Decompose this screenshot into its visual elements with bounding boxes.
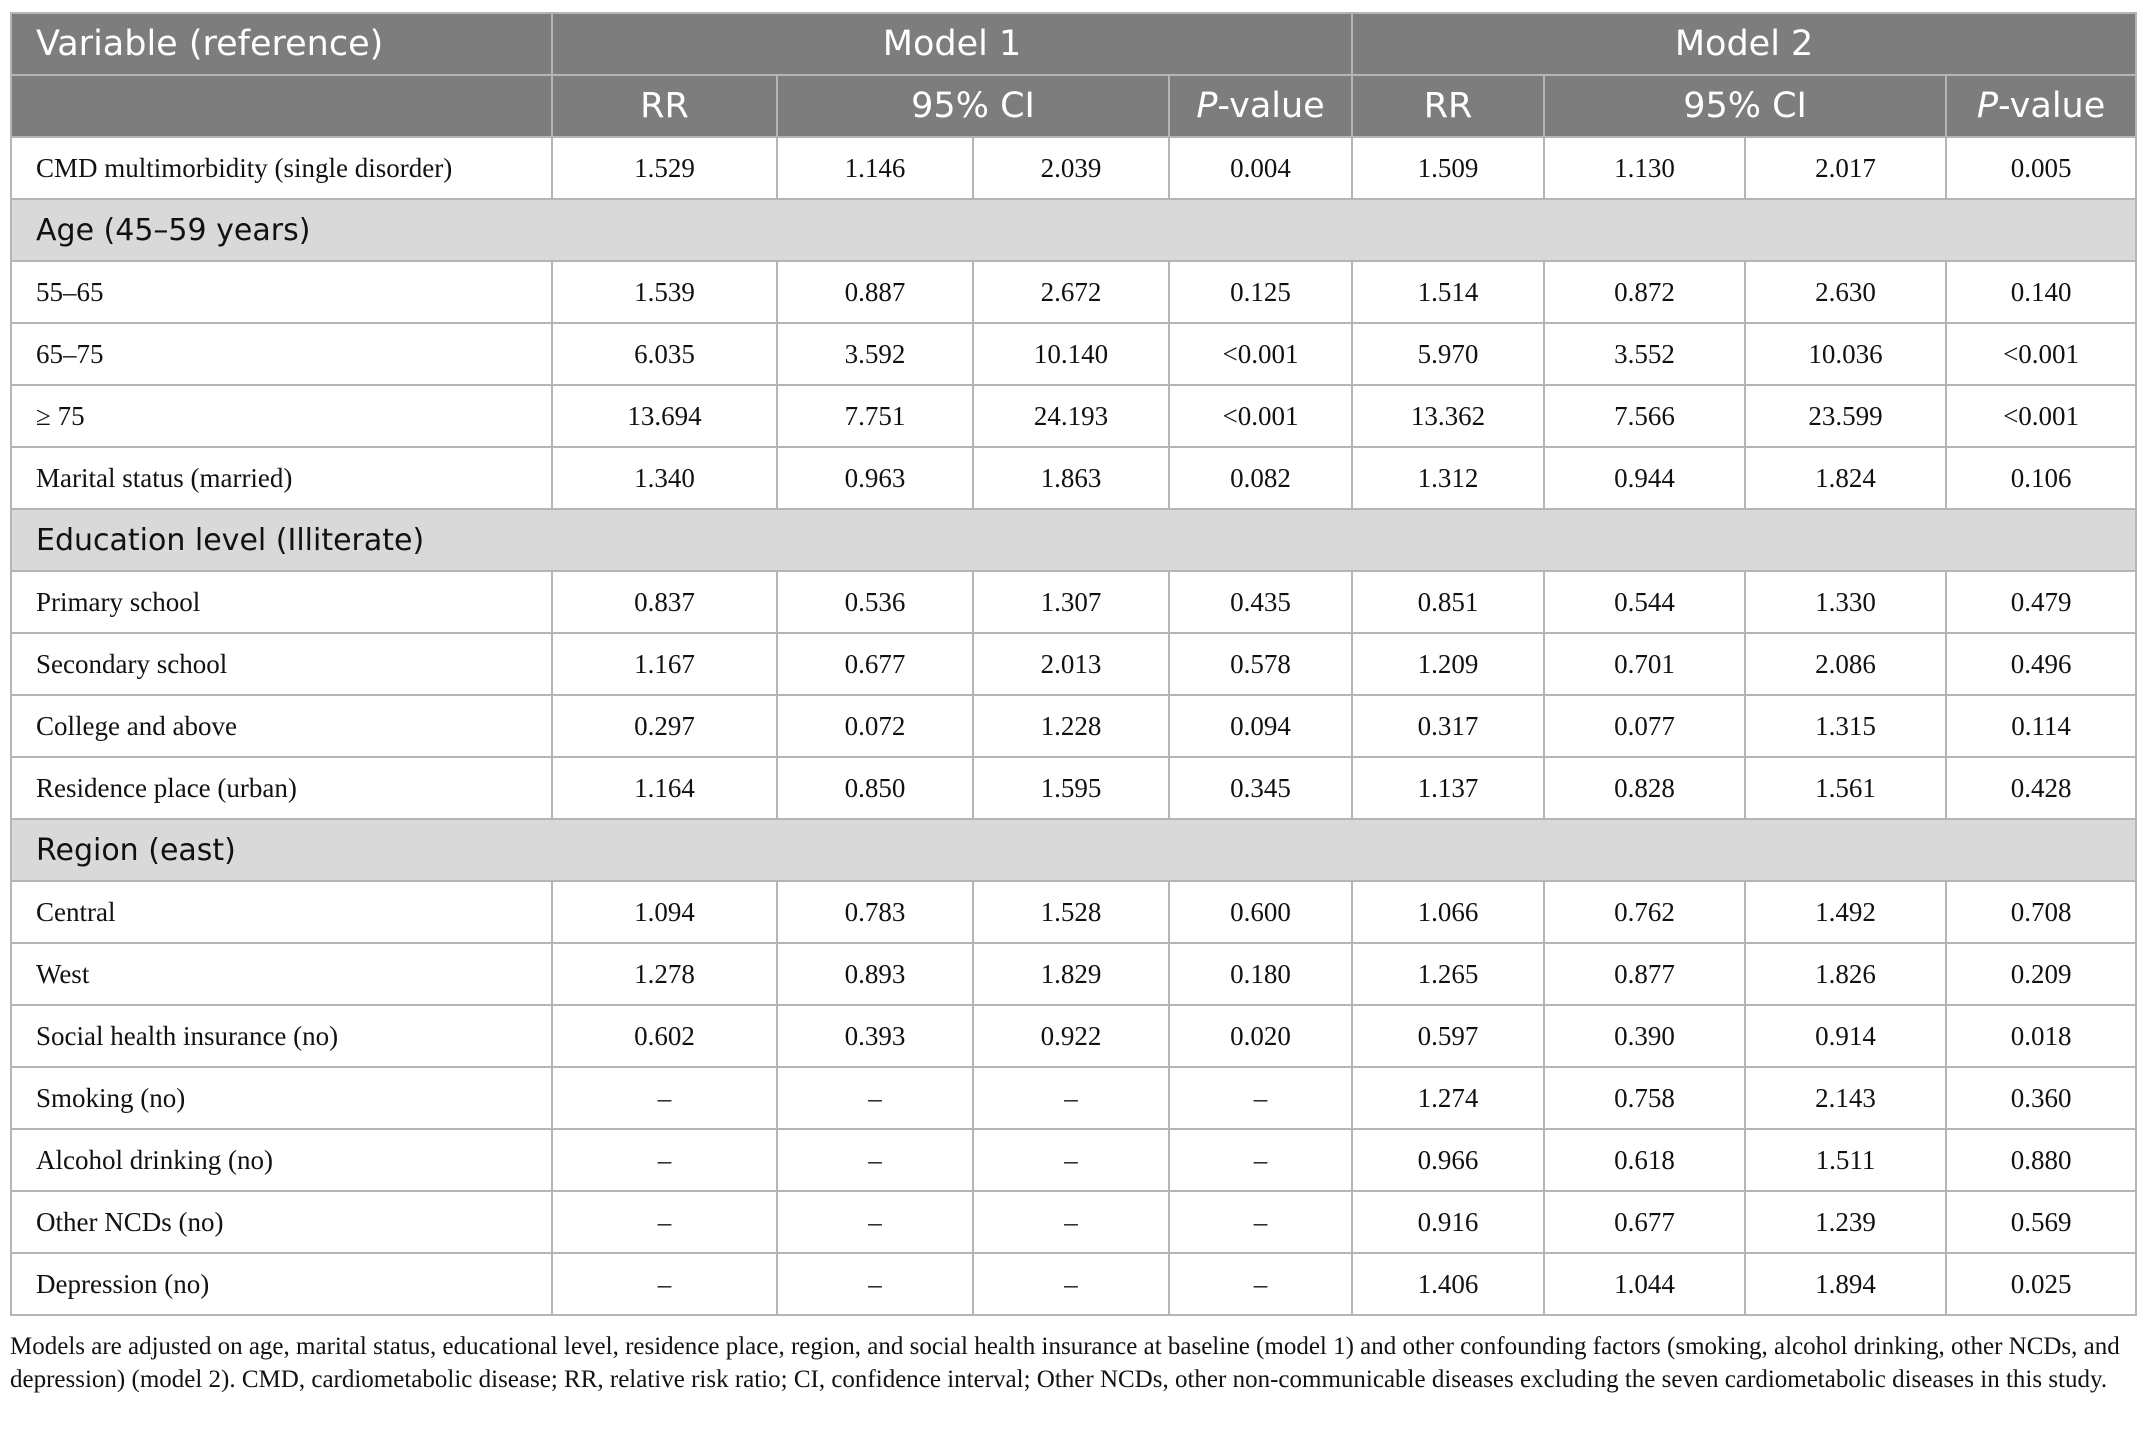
m2-pvalue-cell: 0.479 [1946,571,2136,633]
m1-pvalue-cell: – [1169,1253,1352,1315]
m1-rr-cell: 0.837 [552,571,777,633]
m2-pvalue-cell: 0.569 [1946,1191,2136,1253]
m2-ci-lower-cell: 0.618 [1544,1129,1745,1191]
table-row [11,571,2136,633]
row-label: West [11,943,552,1005]
relative-risk-table [10,12,2137,1316]
m1-ci-upper-cell: – [973,1191,1169,1253]
table-row [11,1191,2136,1253]
m2-ci-lower-cell: 0.944 [1544,447,1745,509]
m1-pvalue-cell: <0.001 [1169,323,1352,385]
table-row [11,881,2136,943]
m2-ci-upper-cell: 2.086 [1745,633,1946,695]
m1-pvalue-cell: – [1169,1129,1352,1191]
m2-ci-lower-cell: 0.677 [1544,1191,1745,1253]
m1-ci-upper-cell: 1.228 [973,695,1169,757]
results-table-container [10,12,2135,1316]
m2-ci-lower-cell: 0.544 [1544,571,1745,633]
m1-ci-upper-cell: – [973,1129,1169,1191]
m1-pvalue-cell: 0.004 [1169,137,1352,199]
m2-ci-lower-cell: 0.758 [1544,1067,1745,1129]
m1-pvalue-cell: 0.345 [1169,757,1352,819]
m1-pvalue-cell: 0.600 [1169,881,1352,943]
m1-ci-upper-cell: 1.307 [973,571,1169,633]
p-italic: P [1196,86,1218,126]
m1-ci-lower-cell: 0.963 [777,447,973,509]
m1-ci-lower-cell: 0.072 [777,695,973,757]
row-label: Depression (no) [11,1253,552,1315]
table-row [11,1067,2136,1129]
m2-ci-upper-cell: 1.330 [1745,571,1946,633]
m2-pvalue-cell: 0.880 [1946,1129,2136,1191]
m2-ci-upper-cell: 1.826 [1745,943,1946,1005]
m1-rr-cell: 1.164 [552,757,777,819]
header-row-models [11,13,2136,75]
table-row [11,1129,2136,1191]
m1-rr-cell: – [552,1253,777,1315]
m1-rr-cell: 0.602 [552,1005,777,1067]
m1-rr-cell: 1.340 [552,447,777,509]
m1-rr-cell: – [552,1129,777,1191]
model2-header: Model 2 [1352,13,2136,75]
row-label: 65–75 [11,323,552,385]
m1-ci-lower-cell: – [777,1129,973,1191]
m1-pvalue-cell: 0.180 [1169,943,1352,1005]
m1-rr-cell: 1.529 [552,137,777,199]
model2-ci-header: 95% CI [1544,75,1946,137]
group-label: Region (east) [11,819,2136,881]
m2-pvalue-cell: 0.496 [1946,633,2136,695]
model1-pvalue-header [1169,75,1352,137]
m2-ci-upper-cell: 1.561 [1745,757,1946,819]
m2-pvalue-cell: 0.005 [1946,137,2136,199]
variable-column-header: Variable (reference) [11,13,552,75]
m2-ci-lower-cell: 0.077 [1544,695,1745,757]
m1-ci-upper-cell: 1.829 [973,943,1169,1005]
m2-pvalue-cell: 0.025 [1946,1253,2136,1315]
m2-rr-cell: 1.265 [1352,943,1544,1005]
m2-ci-upper-cell: 2.017 [1745,137,1946,199]
table-footnote: Models are adjusted on age, marital status, educational level, residence place, region, and social health insurance at baseline (model 1) and other confounding factors (smoking, alcohol drinking, other NCDs, and depression) (model 2). CMD, cardiometabolic disease; RR, relative risk ratio; CI, confidence interval; Other NCDs, other non-communicable diseases excluding the seven cardiometabolic diseases in this study. [10,1333,2120,1393]
m1-ci-lower-cell: 0.393 [777,1005,973,1067]
m2-rr-cell: 5.970 [1352,323,1544,385]
m2-rr-cell: 1.514 [1352,261,1544,323]
m1-ci-lower-cell: 0.850 [777,757,973,819]
row-label: Alcohol drinking (no) [11,1129,552,1191]
table-row [11,323,2136,385]
row-label: CMD multimorbidity (single disorder) [11,137,552,199]
m2-pvalue-cell: 0.428 [1946,757,2136,819]
table-row [11,757,2136,819]
m1-ci-lower-cell: 0.893 [777,943,973,1005]
table-row [11,261,2136,323]
header-row-stats [11,75,2136,137]
m1-ci-lower-cell: 0.887 [777,261,973,323]
m1-rr-cell: 1.278 [552,943,777,1005]
m2-ci-upper-cell: 1.894 [1745,1253,1946,1315]
blank-header-cell [11,75,552,137]
row-label: Marital status (married) [11,447,552,509]
table-row [11,943,2136,1005]
m1-pvalue-cell: 0.020 [1169,1005,1352,1067]
m2-rr-cell: 0.916 [1352,1191,1544,1253]
m1-ci-lower-cell: 7.751 [777,385,973,447]
table-row [11,695,2136,757]
m1-rr-cell: 1.539 [552,261,777,323]
m1-pvalue-cell: 0.435 [1169,571,1352,633]
m2-rr-cell: 0.317 [1352,695,1544,757]
m2-ci-upper-cell: 1.824 [1745,447,1946,509]
m2-ci-upper-cell: 1.315 [1745,695,1946,757]
m1-pvalue-cell: – [1169,1191,1352,1253]
m1-pvalue-cell: – [1169,1067,1352,1129]
table-row [11,137,2136,199]
m1-rr-cell: 13.694 [552,385,777,447]
m1-ci-upper-cell: 2.039 [973,137,1169,199]
row-label: Residence place (urban) [11,757,552,819]
group-label: Age (45–59 years) [11,199,2136,261]
model1-rr-header: RR [552,75,777,137]
m1-ci-upper-cell: 1.863 [973,447,1169,509]
m2-ci-lower-cell: 1.044 [1544,1253,1745,1315]
m2-ci-lower-cell: 1.130 [1544,137,1745,199]
p-suffix: -value [1997,86,2106,126]
row-label: Secondary school [11,633,552,695]
m2-ci-upper-cell: 1.511 [1745,1129,1946,1191]
m2-ci-lower-cell: 0.762 [1544,881,1745,943]
m1-rr-cell: 0.297 [552,695,777,757]
m1-ci-upper-cell: 24.193 [973,385,1169,447]
m1-ci-upper-cell: – [973,1067,1169,1129]
group-header-row [11,509,2136,571]
m2-rr-cell: 1.312 [1352,447,1544,509]
m1-pvalue-cell: 0.125 [1169,261,1352,323]
m2-ci-upper-cell: 0.914 [1745,1005,1946,1067]
p-italic: P [1976,86,1998,126]
m1-ci-lower-cell: – [777,1067,973,1129]
m1-ci-lower-cell: – [777,1253,973,1315]
row-label: Smoking (no) [11,1067,552,1129]
group-header-row [11,819,2136,881]
m2-ci-lower-cell: 0.828 [1544,757,1745,819]
m1-pvalue-cell: 0.082 [1169,447,1352,509]
m1-ci-upper-cell: 1.528 [973,881,1169,943]
m2-ci-upper-cell: 1.239 [1745,1191,1946,1253]
m2-pvalue-cell: <0.001 [1946,385,2136,447]
row-label: Central [11,881,552,943]
table-row [11,385,2136,447]
row-label: College and above [11,695,552,757]
table-row [11,1253,2136,1315]
m1-rr-cell: – [552,1067,777,1129]
table-row [11,447,2136,509]
m1-rr-cell: 1.167 [552,633,777,695]
m2-ci-lower-cell: 0.701 [1544,633,1745,695]
m2-rr-cell: 13.362 [1352,385,1544,447]
m2-pvalue-cell: 0.106 [1946,447,2136,509]
m2-rr-cell: 0.966 [1352,1129,1544,1191]
m1-pvalue-cell: <0.001 [1169,385,1352,447]
m1-ci-lower-cell: 0.783 [777,881,973,943]
m2-pvalue-cell: 0.360 [1946,1067,2136,1129]
m1-ci-upper-cell: 2.013 [973,633,1169,695]
m1-pvalue-cell: 0.094 [1169,695,1352,757]
table-body [11,137,2136,1315]
m2-ci-lower-cell: 0.872 [1544,261,1745,323]
m1-rr-cell: – [552,1191,777,1253]
m2-ci-upper-cell: 2.630 [1745,261,1946,323]
m2-ci-upper-cell: 2.143 [1745,1067,1946,1129]
m2-ci-upper-cell: 23.599 [1745,385,1946,447]
row-label: Other NCDs (no) [11,1191,552,1253]
m2-ci-lower-cell: 0.877 [1544,943,1745,1005]
m2-pvalue-cell: 0.708 [1946,881,2136,943]
m1-ci-upper-cell: 0.922 [973,1005,1169,1067]
m1-ci-lower-cell: 0.536 [777,571,973,633]
m2-rr-cell: 1.509 [1352,137,1544,199]
m1-ci-upper-cell: 1.595 [973,757,1169,819]
m1-ci-upper-cell: 10.140 [973,323,1169,385]
m2-ci-lower-cell: 3.552 [1544,323,1745,385]
model2-pvalue-header [1946,75,2136,137]
m2-rr-cell: 1.274 [1352,1067,1544,1129]
model1-ci-header: 95% CI [777,75,1169,137]
m2-rr-cell: 0.851 [1352,571,1544,633]
m1-ci-upper-cell: 2.672 [973,261,1169,323]
m1-rr-cell: 1.094 [552,881,777,943]
m1-pvalue-cell: 0.578 [1169,633,1352,695]
m1-ci-lower-cell: – [777,1191,973,1253]
m1-rr-cell: 6.035 [552,323,777,385]
m2-ci-upper-cell: 10.036 [1745,323,1946,385]
m2-rr-cell: 0.597 [1352,1005,1544,1067]
row-label: 55–65 [11,261,552,323]
row-label: Social health insurance (no) [11,1005,552,1067]
m1-ci-lower-cell: 3.592 [777,323,973,385]
m2-ci-upper-cell: 1.492 [1745,881,1946,943]
m2-rr-cell: 1.209 [1352,633,1544,695]
m2-rr-cell: 1.137 [1352,757,1544,819]
m2-ci-lower-cell: 0.390 [1544,1005,1745,1067]
model2-rr-header: RR [1352,75,1544,137]
m2-pvalue-cell: 0.018 [1946,1005,2136,1067]
table-row [11,633,2136,695]
m2-rr-cell: 1.406 [1352,1253,1544,1315]
p-suffix: -value [1217,86,1325,126]
row-label: ≥ 75 [11,385,552,447]
model1-header: Model 1 [552,13,1352,75]
m1-ci-lower-cell: 1.146 [777,137,973,199]
m1-ci-lower-cell: 0.677 [777,633,973,695]
row-label: Primary school [11,571,552,633]
group-header-row [11,199,2136,261]
m1-ci-upper-cell: – [973,1253,1169,1315]
m2-pvalue-cell: 0.209 [1946,943,2136,1005]
m2-ci-lower-cell: 7.566 [1544,385,1745,447]
table-row [11,1005,2136,1067]
group-label: Education level (Illiterate) [11,509,2136,571]
m2-pvalue-cell: <0.001 [1946,323,2136,385]
m2-rr-cell: 1.066 [1352,881,1544,943]
table-header [11,13,2136,137]
m2-pvalue-cell: 0.140 [1946,261,2136,323]
m2-pvalue-cell: 0.114 [1946,695,2136,757]
